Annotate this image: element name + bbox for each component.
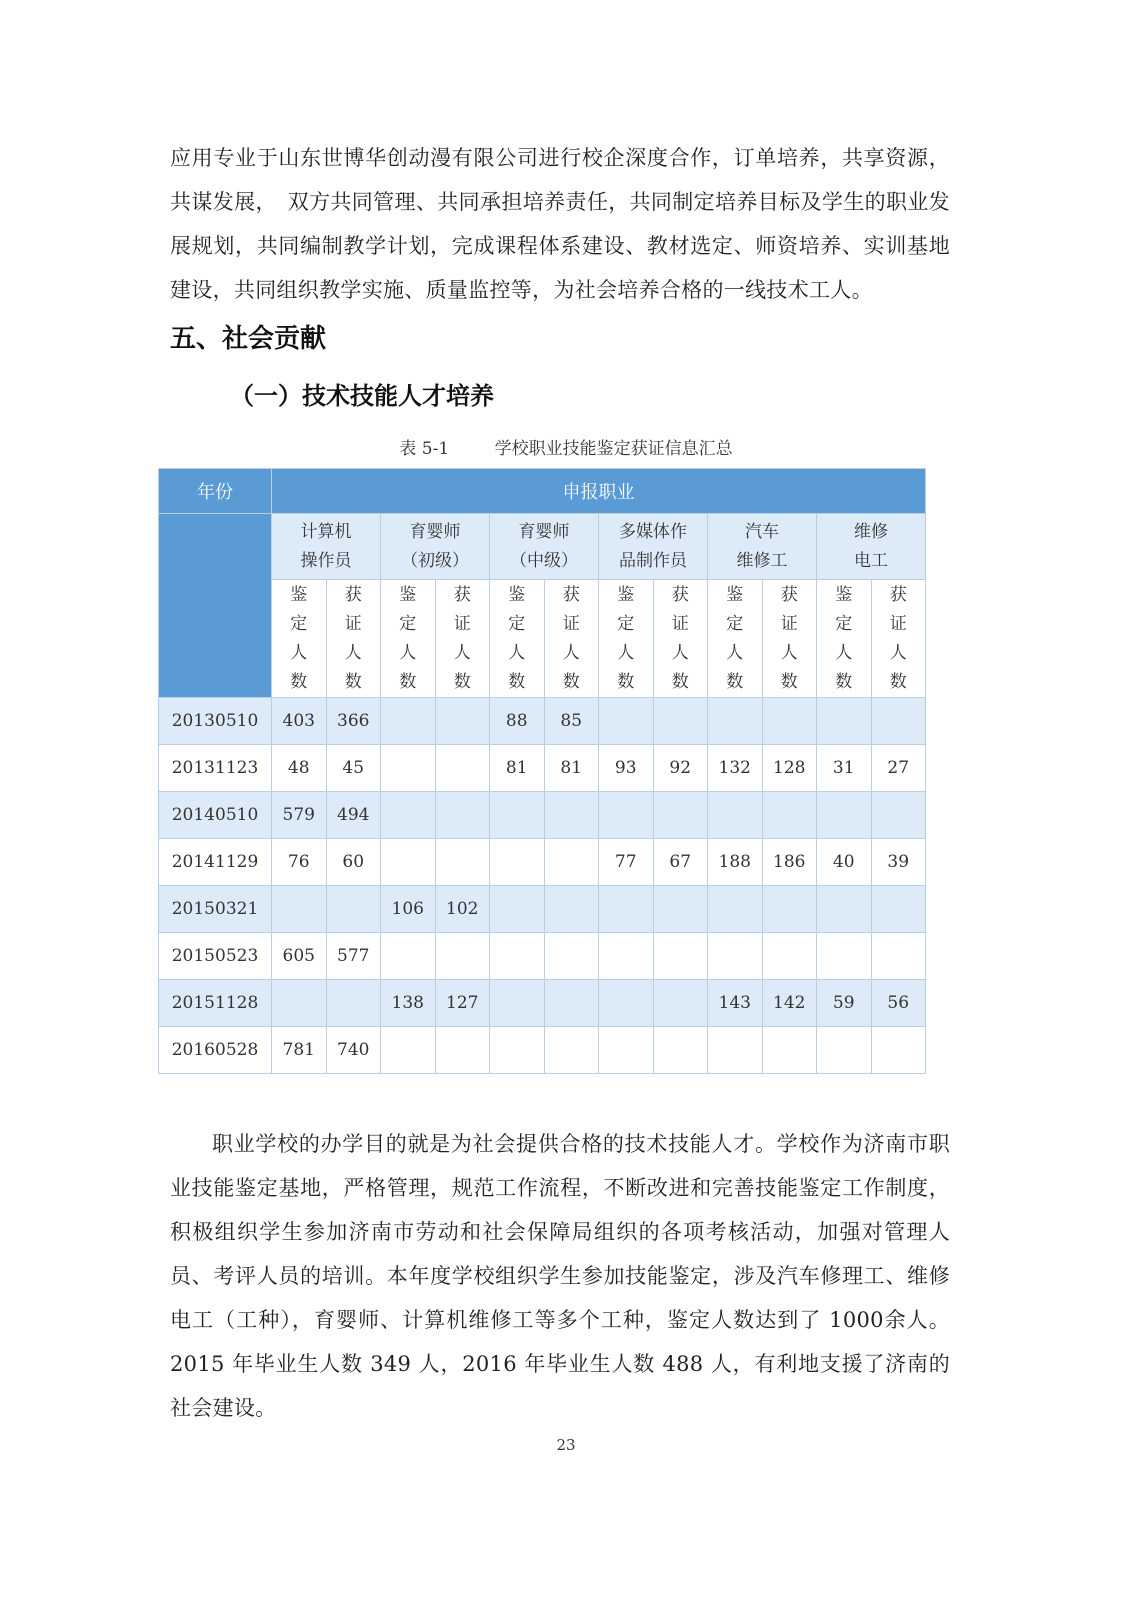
year-cell: 20150523 — [159, 933, 272, 980]
year-cell: 20131123 — [159, 745, 272, 792]
assessed-count-header — [490, 580, 545, 698]
certified-count-header — [435, 580, 490, 698]
occupation-name-line2: （初级） — [401, 550, 469, 571]
assessed-count-cell: 31 — [817, 745, 872, 792]
certified-count-cell — [762, 933, 817, 980]
occupation-name-line1: 汽车 — [745, 521, 779, 542]
year-cell: 20141129 — [159, 839, 272, 886]
occupation-name-line2: 操作员 — [300, 550, 352, 571]
certified-count-header — [871, 580, 926, 698]
assessed-count-cell — [490, 933, 545, 980]
occupation-header — [490, 514, 599, 580]
assessed-count-cell: 579 — [272, 792, 327, 839]
assessed-count-cell — [708, 792, 763, 839]
assessed-count-cell — [708, 933, 763, 980]
occupation-header — [272, 514, 381, 580]
certified-count-cell — [326, 980, 381, 1027]
header-char: 鉴 — [835, 584, 853, 605]
table-row — [159, 698, 926, 745]
assessed-count-cell: 76 — [272, 839, 327, 886]
certified-count-cell — [653, 980, 708, 1027]
certified-count-header — [653, 580, 708, 698]
occupation-group-header — [272, 469, 926, 514]
header-char: 定 — [508, 613, 526, 634]
year-cell: 20150321 — [159, 886, 272, 933]
header-char: 定 — [399, 613, 417, 634]
assessed-count-cell — [599, 980, 654, 1027]
body-paragraph-cooperation: 应用专业于山东世博华创动漫有限公司进行校企深度合作，订单培养，共享资源，共谋发展， 双方共同管理、共同承担培养责任，共同制定培养目标及学生的职业发展规划，共同编制教学计划，完成课程体系建设、教材选定、师资培养、实训基地建设，共同组织教学实施、质量监控等，为社会培养合格的一线技术工人。 — [170, 146, 950, 302]
header-char: 人 — [889, 642, 907, 663]
header-char: 人 — [344, 642, 362, 663]
assessed-count-cell — [490, 792, 545, 839]
certified-count-cell — [653, 698, 708, 745]
certified-count-cell — [762, 698, 817, 745]
assessed-count-header — [817, 580, 872, 698]
header-char: 定 — [617, 613, 635, 634]
table-row — [159, 745, 926, 792]
certified-count-header — [544, 580, 599, 698]
assessed-count-cell: 77 — [599, 839, 654, 886]
header-char: 定 — [726, 613, 744, 634]
certified-count-cell — [653, 1027, 708, 1074]
assessed-count-header — [381, 580, 436, 698]
assessed-count-cell — [708, 886, 763, 933]
assessed-count-cell — [599, 792, 654, 839]
header-char: 证 — [344, 613, 362, 634]
year-cell: 20140510 — [159, 792, 272, 839]
table-row — [159, 839, 926, 886]
header-char: 鉴 — [617, 584, 635, 605]
occupation-group-label: 申报职业 — [562, 482, 635, 503]
header-char: 人 — [508, 642, 526, 663]
header-char: 人 — [671, 642, 689, 663]
certified-count-cell — [435, 933, 490, 980]
header-char: 鉴 — [290, 584, 308, 605]
assessed-count-cell: 40 — [817, 839, 872, 886]
year-cell: 20151128 — [159, 980, 272, 1027]
assessed-count-header — [272, 580, 327, 698]
table-caption-number: 表 5-1 — [399, 439, 450, 459]
table-row — [159, 792, 926, 839]
header-char: 人 — [290, 642, 308, 663]
occupation-header — [817, 514, 926, 580]
header-char: 数 — [562, 671, 580, 692]
assessed-count-cell — [599, 698, 654, 745]
certified-count-cell — [653, 886, 708, 933]
assessed-count-cell — [381, 698, 436, 745]
assessed-count-cell — [817, 886, 872, 933]
header-char: 证 — [453, 613, 471, 634]
certified-count-cell: 27 — [871, 745, 926, 792]
header-char: 数 — [617, 671, 635, 692]
certified-count-cell — [762, 886, 817, 933]
assessed-count-cell — [817, 1027, 872, 1074]
header-char: 证 — [889, 613, 907, 634]
header-char: 鉴 — [726, 584, 744, 605]
header-char: 证 — [780, 613, 798, 634]
certified-count-cell — [544, 933, 599, 980]
header-char: 数 — [290, 671, 308, 692]
assessed-count-cell — [381, 933, 436, 980]
certified-count-cell — [544, 1027, 599, 1074]
assessed-count-cell: 59 — [817, 980, 872, 1027]
header-char: 人 — [399, 642, 417, 663]
certified-count-cell: 56 — [871, 980, 926, 1027]
assessed-count-cell: 138 — [381, 980, 436, 1027]
header-char: 获 — [889, 584, 907, 605]
header-char: 获 — [671, 584, 689, 605]
assessed-count-cell — [381, 792, 436, 839]
certified-count-cell — [435, 745, 490, 792]
assessed-count-cell — [599, 1027, 654, 1074]
certified-count-cell — [871, 933, 926, 980]
certified-count-cell — [871, 792, 926, 839]
certified-count-cell: 186 — [762, 839, 817, 886]
header-char: 数 — [780, 671, 798, 692]
occupation-header — [381, 514, 490, 580]
year-header-label: 年份 — [197, 482, 233, 503]
occupation-name-line1: 计算机 — [300, 521, 352, 542]
table-row — [159, 980, 926, 1027]
header-char: 人 — [780, 642, 798, 663]
header-char: 人 — [453, 642, 471, 663]
certified-count-cell — [326, 886, 381, 933]
header-char: 数 — [835, 671, 853, 692]
certified-count-cell: 102 — [435, 886, 490, 933]
certified-count-cell: 85 — [544, 698, 599, 745]
header-char: 鉴 — [399, 584, 417, 605]
table-caption — [0, 434, 1132, 459]
header-char: 获 — [562, 584, 580, 605]
certified-count-cell: 60 — [326, 839, 381, 886]
assessed-count-cell — [272, 980, 327, 1027]
header-char: 人 — [835, 642, 853, 663]
header-char: 数 — [453, 671, 471, 692]
subsection-heading: （一）技术技能人才培养 — [230, 382, 494, 410]
assessed-count-cell — [599, 886, 654, 933]
header-char: 鉴 — [508, 584, 526, 605]
assessed-count-cell: 188 — [708, 839, 763, 886]
certified-count-cell: 67 — [653, 839, 708, 886]
header-char: 获 — [344, 584, 362, 605]
assessed-count-cell: 143 — [708, 980, 763, 1027]
header-char: 获 — [780, 584, 798, 605]
year-header-spacer — [159, 514, 272, 698]
assessed-count-cell — [708, 1027, 763, 1074]
header-char: 人 — [617, 642, 635, 663]
certified-count-cell: 577 — [326, 933, 381, 980]
certified-count-cell — [871, 886, 926, 933]
assessed-count-cell — [708, 698, 763, 745]
certified-count-cell — [762, 792, 817, 839]
certified-count-cell — [544, 792, 599, 839]
assessed-count-cell — [490, 980, 545, 1027]
header-char: 数 — [508, 671, 526, 692]
header-char: 数 — [344, 671, 362, 692]
certified-count-cell: 127 — [435, 980, 490, 1027]
occupation-header — [599, 514, 708, 580]
occupation-name-line2: （中级） — [510, 550, 578, 571]
header-char: 数 — [671, 671, 689, 692]
certified-count-cell — [435, 1027, 490, 1074]
assessed-count-cell — [599, 933, 654, 980]
assessed-count-cell: 81 — [490, 745, 545, 792]
certified-count-cell — [544, 980, 599, 1027]
certified-count-cell: 740 — [326, 1027, 381, 1074]
assessed-count-cell: 48 — [272, 745, 327, 792]
assessed-count-cell — [381, 745, 436, 792]
occupation-name-line2: 电工 — [854, 550, 888, 571]
header-char: 人 — [726, 642, 744, 663]
certified-count-cell: 39 — [871, 839, 926, 886]
occupation-name-line1: 多媒体作 — [619, 521, 687, 542]
certified-count-cell — [871, 1027, 926, 1074]
assessed-count-cell: 88 — [490, 698, 545, 745]
certified-count-cell: 45 — [326, 745, 381, 792]
header-char: 定 — [290, 613, 308, 634]
header-char: 证 — [671, 613, 689, 634]
assessed-count-cell — [817, 792, 872, 839]
assessed-count-cell: 403 — [272, 698, 327, 745]
assessed-count-cell — [490, 886, 545, 933]
assessed-count-cell — [272, 886, 327, 933]
assessed-count-cell — [817, 933, 872, 980]
certified-count-header — [326, 580, 381, 698]
occupation-name-line2: 维修工 — [736, 550, 788, 571]
certified-count-cell — [653, 792, 708, 839]
certified-count-cell: 142 — [762, 980, 817, 1027]
header-char: 数 — [889, 671, 907, 692]
assessed-count-cell: 781 — [272, 1027, 327, 1074]
certified-count-cell — [871, 698, 926, 745]
assessed-count-cell: 106 — [381, 886, 436, 933]
occupation-name-line2: 品制作员 — [619, 550, 687, 571]
header-char: 数 — [726, 671, 744, 692]
certified-count-cell: 81 — [544, 745, 599, 792]
header-char: 证 — [562, 613, 580, 634]
body-paragraph-skills: 职业学校的办学目的就是为社会提供合格的技术技能人才。学校作为济南市职业技能鉴定基地，严格管理，规范工作流程，不断改进和完善技能鉴定工作制度，积极组织学生参加济南市劳动和社会保障局组织的各项考核活动，加强对管理人员、考评人员的培训。本年度学校组织学生参加技能鉴定，涉及汽车修理工、维修电工（工种），育婴师、计算机维修工等多个工种，鉴定人数达到了 1000余人。2015 年毕业生人数 349 人，2016 年毕业生人数 488 人，有利地支援了济南的社会建设。 — [170, 1132, 950, 1420]
header-char: 数 — [399, 671, 417, 692]
year-cell: 20130510 — [159, 698, 272, 745]
assessed-count-cell: 605 — [272, 933, 327, 980]
occupation-name-line1: 育婴师 — [409, 521, 461, 542]
occupation-header — [708, 514, 817, 580]
occupation-name-line1: 维修 — [854, 521, 888, 542]
assessed-count-cell — [490, 1027, 545, 1074]
assessed-count-cell — [381, 839, 436, 886]
certified-count-cell — [653, 933, 708, 980]
certified-count-cell — [762, 1027, 817, 1074]
assessed-count-cell: 93 — [599, 745, 654, 792]
section-heading: 五、社会贡献 — [170, 324, 327, 354]
header-char: 定 — [835, 613, 853, 634]
assessed-count-cell — [817, 698, 872, 745]
assessed-count-cell — [381, 1027, 436, 1074]
header-char: 获 — [453, 584, 471, 605]
year-header — [159, 469, 272, 514]
certification-table — [158, 468, 926, 1074]
occupation-name-line1: 育婴师 — [518, 521, 570, 542]
assessed-count-header — [599, 580, 654, 698]
certified-count-cell: 92 — [653, 745, 708, 792]
table-row — [159, 933, 926, 980]
certified-count-header — [762, 580, 817, 698]
certified-count-cell — [435, 698, 490, 745]
certified-count-cell: 366 — [326, 698, 381, 745]
assessed-count-cell: 132 — [708, 745, 763, 792]
certified-count-cell — [435, 792, 490, 839]
table-caption-title: 学校职业技能鉴定获证信息汇总 — [494, 439, 733, 459]
year-cell: 20160528 — [159, 1027, 272, 1074]
header-char: 人 — [562, 642, 580, 663]
table-row — [159, 1027, 926, 1074]
certified-count-cell — [544, 839, 599, 886]
certified-count-cell: 494 — [326, 792, 381, 839]
assessed-count-cell — [490, 839, 545, 886]
table-row — [159, 886, 926, 933]
certified-count-cell — [435, 839, 490, 886]
assessed-count-header — [708, 580, 763, 698]
certified-count-cell: 128 — [762, 745, 817, 792]
certified-count-cell — [544, 886, 599, 933]
page-number: 23 — [556, 1436, 576, 1454]
